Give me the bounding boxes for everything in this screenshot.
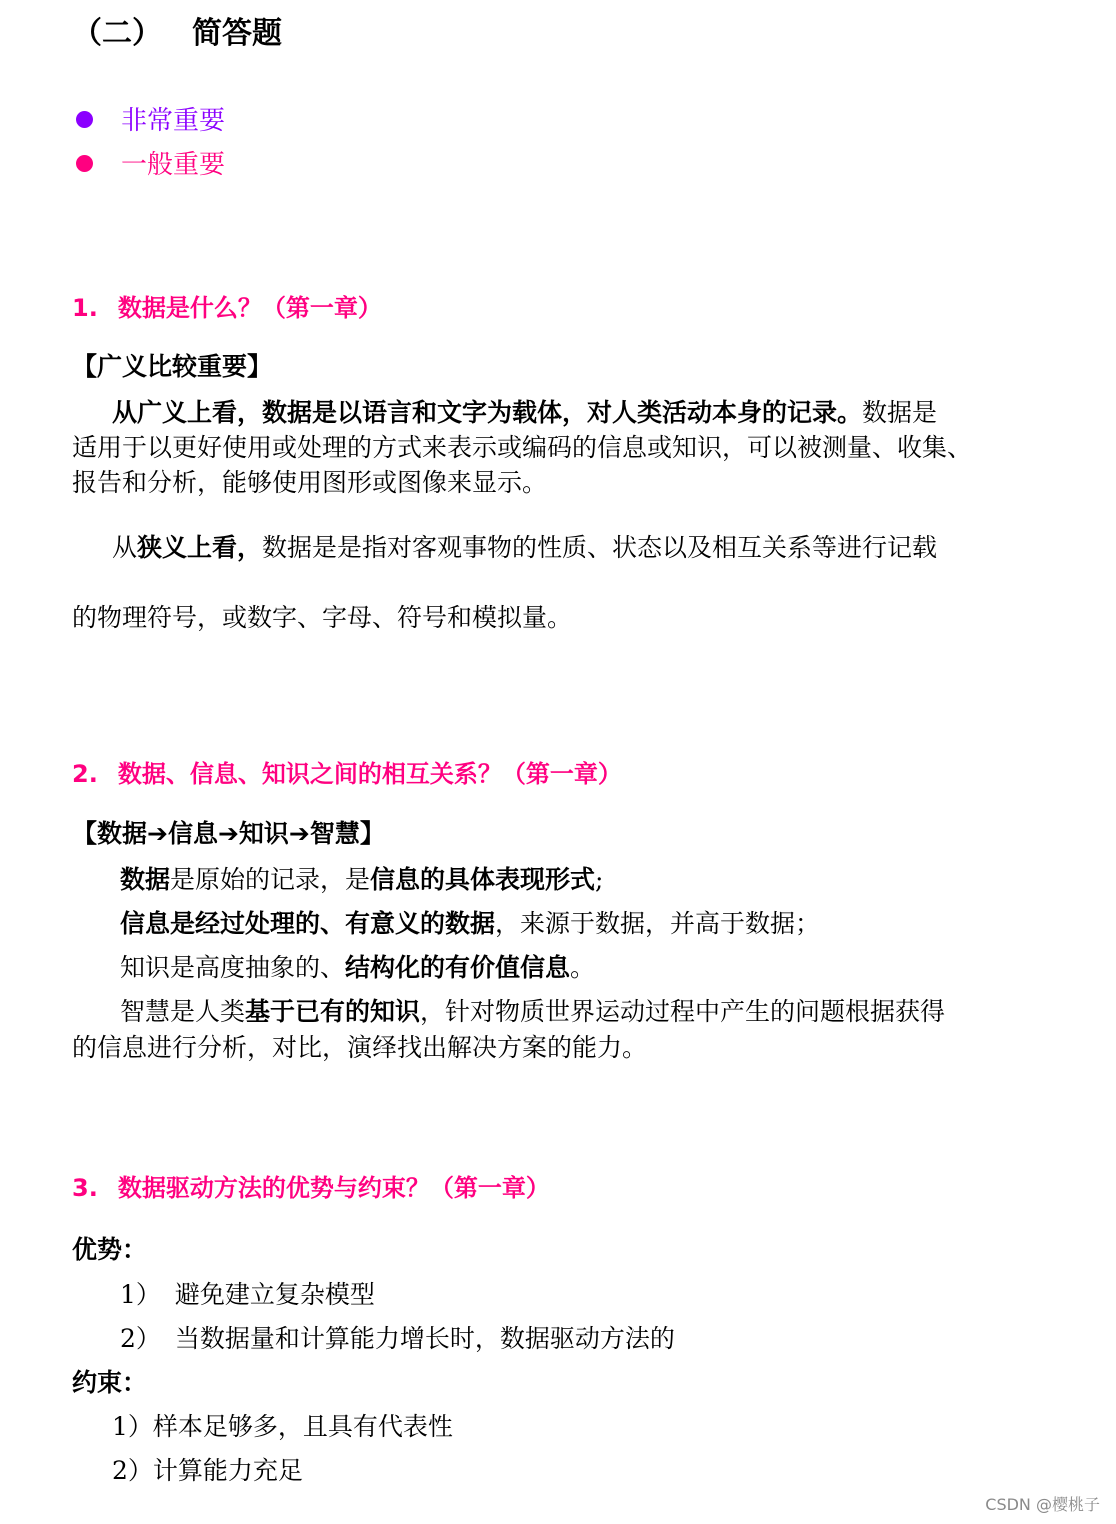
q2-l2-text: ，来源于数据，并高于数据； (495, 909, 821, 938)
q2-l1-text-2: ; (595, 865, 604, 894)
q2-line-3 (120, 948, 595, 984)
q2-l3-end: 。 (570, 953, 596, 982)
q1-broad-rest: 数据是 (862, 398, 938, 427)
question-1-heading (72, 288, 382, 323)
legend-item-very-important (72, 100, 225, 137)
question-title: 数据驱动方法的优势与约束？（第一章） (117, 1174, 550, 1202)
question-2-heading (72, 754, 622, 789)
q2-l3-bold: 结构化的有价值信息 (345, 953, 571, 982)
legend-label: 非常重要 (121, 106, 226, 136)
bullet-icon (76, 155, 93, 172)
item-text: 当数据量和计算能力增长时，数据驱动方法的 (174, 1324, 675, 1353)
q1-narrow-a: 从 (112, 533, 138, 562)
item-text: 计算能力充足 (152, 1456, 303, 1485)
q1-broad-line-1 (112, 393, 937, 429)
question-number: 1. (72, 294, 98, 322)
q1-broad-line-2: 适用于以更好使用或处理的方式来表示或编码的信息或知识，可以被测量、收集、 (72, 433, 973, 462)
constraint-item (112, 1407, 453, 1443)
q2-l1-bold-1: 数据 (120, 865, 171, 894)
q2-line-1 (120, 860, 603, 896)
legend-label: 一般重要 (121, 150, 226, 180)
q2-l1-text-1: 是原始的记录，是 (170, 865, 371, 894)
item-text: 样本足够多，且具有代表性 (152, 1412, 453, 1441)
item-text: 避免建立复杂模型 (174, 1280, 375, 1309)
constraints-label: 约束： (72, 1368, 148, 1397)
section-heading: 简答题 (192, 16, 282, 51)
csdn-watermark: CSDN @樱桃子 (985, 1495, 1100, 1514)
q1-broad-line-3: 报告和分析，能够使用图形或图像来显示。 (72, 468, 548, 497)
bullet-icon (76, 111, 93, 128)
q1-narrow-line-1 (112, 528, 937, 564)
legend-item-important (72, 144, 225, 181)
item-number: 1） (120, 1280, 161, 1309)
item-number: 1） (112, 1412, 153, 1441)
question-number: 2. (72, 760, 98, 788)
q2-line-2 (120, 904, 820, 940)
q2-l2-bold: 信息是经过处理的、有意义的数据 (120, 909, 496, 938)
question-title: 数据、信息、知识之间的相互关系？（第一章） (117, 760, 622, 788)
q2-line-4 (120, 992, 945, 1028)
item-number: 2） (120, 1324, 161, 1353)
item-number: 2） (112, 1456, 153, 1485)
question-2-tag: 【数据➔信息➔知识➔智慧】 (72, 819, 385, 848)
q1-narrow-line-2: 的物理符号，或数字、字母、符号和模拟量。 (72, 603, 573, 632)
q2-line-5: 的信息进行分析，对比，演绎找出解决方案的能力。 (72, 1033, 648, 1062)
advantages-label: 优势： (72, 1235, 148, 1264)
q2-l4-bold: 基于已有的知识 (245, 997, 421, 1026)
question-3-heading (72, 1168, 550, 1203)
question-title: 数据是什么？（第一章） (117, 294, 382, 322)
q1-narrow-bold: 狭义上看， (137, 533, 263, 562)
q1-broad-bold: 从广义上看，数据是以语言和文字为载体，对人类活动本身的记录。 (112, 398, 863, 427)
question-1-tag: 【广义比较重要】 (72, 352, 273, 381)
q2-l1-bold-2: 信息的具体表现形式 (370, 865, 596, 894)
q2-l4-text-2: ，针对物质世界运动过程中产生的问题根据获得 (420, 997, 946, 1026)
advantage-item (120, 1275, 375, 1311)
constraint-item (112, 1451, 303, 1487)
q2-l3-text: 知识是高度抽象的、 (120, 953, 346, 982)
advantage-item (120, 1319, 675, 1355)
question-number: 3. (72, 1174, 98, 1202)
q2-l4-text-1: 智慧是人类 (120, 997, 246, 1026)
section-number: （二） (72, 16, 162, 51)
section-title (72, 8, 282, 52)
q1-narrow-rest: 数据是是指对客观事物的性质、状态以及相互关系等进行记载 (262, 533, 938, 562)
